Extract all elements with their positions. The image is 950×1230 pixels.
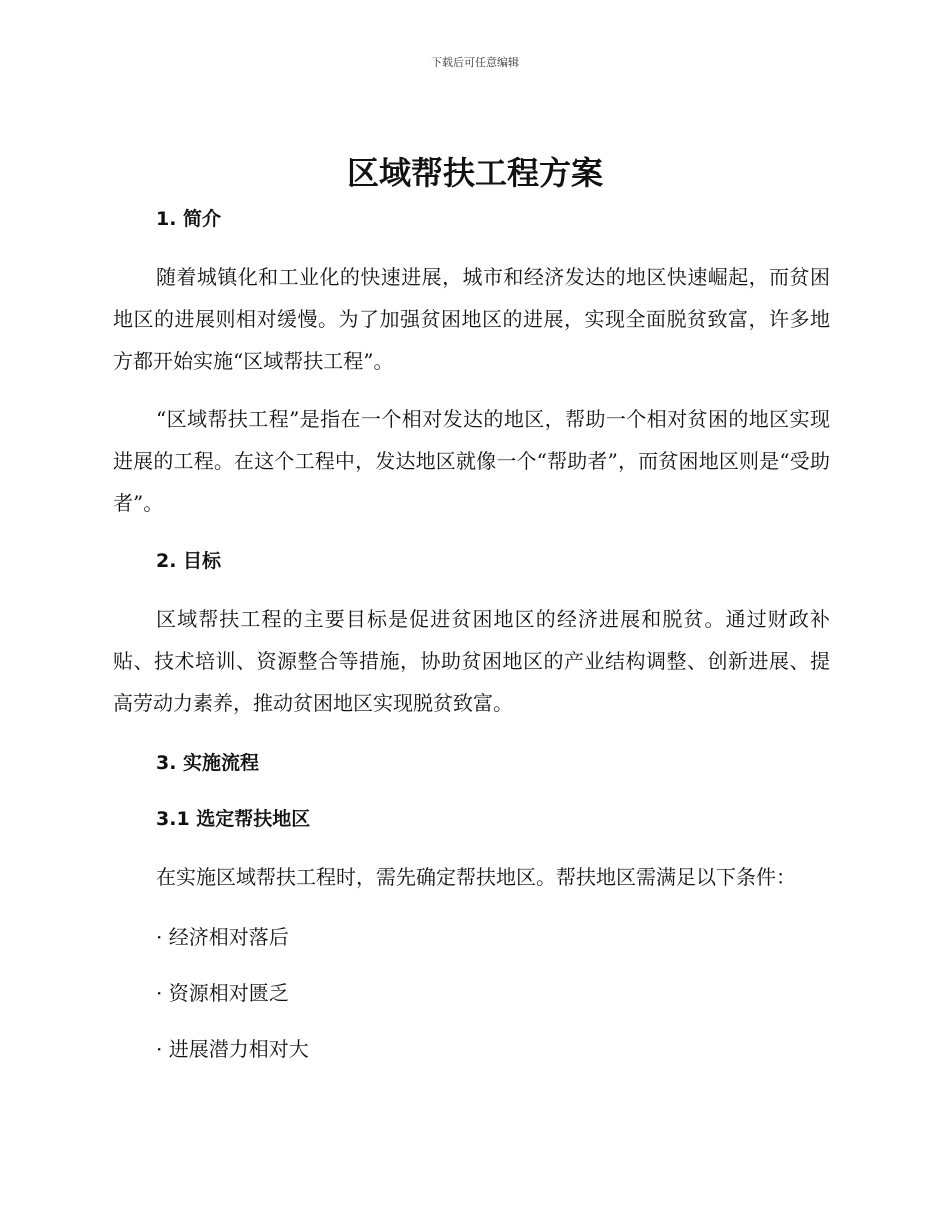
- page-header-note: 下载后可任意编辑: [431, 56, 519, 69]
- list-item: · 进展潜力相对大: [156, 1037, 309, 1061]
- section-heading-goal: 2. 目标: [156, 550, 222, 572]
- list-item: · 资源相对匮乏: [156, 981, 289, 1005]
- subsection-heading-select: 3.1 选定帮扶地区: [156, 808, 311, 830]
- list-item: · 经济相对落后: [156, 925, 289, 949]
- paragraph-intro-1: 随着城镇化和工业化的快速进展，城市和经济发达的地区快速崛起，而贫困地区的进展则相对缓慢。为了加强贫困地区的进展，实现全面脱贫致富，许多地方都开始实施“区域帮扶工程”。: [113, 265, 830, 373]
- document-body: [113, 202, 830, 1066]
- section-heading-process: 3. 实施流程: [156, 752, 260, 774]
- paragraph-intro-2: “区域帮扶工程”是指在一个相对发达的地区，帮助一个相对贫困的地区实现进展的工程。在这个工程中，发达地区就像一个“帮助者”，而贫困地区则是“受助者”。: [113, 407, 830, 515]
- paragraph-goal-1: 区域帮扶工程的主要目标是促进贫困地区的经济进展和脱贫。通过财政补贴、技术培训、资源整合等措施，协助贫困地区的产业结构调整、创新进展、提高劳动力素养，推动贫困地区实现脱贫致富。: [113, 607, 830, 715]
- section-heading-intro: 1. 简介: [156, 208, 222, 230]
- paragraph-select-1: 在实施区域帮扶工程时，需先确定帮扶地区。帮扶地区需满足以下条件：: [156, 865, 796, 889]
- document-title: 区域帮扶工程方案: [346, 154, 603, 192]
